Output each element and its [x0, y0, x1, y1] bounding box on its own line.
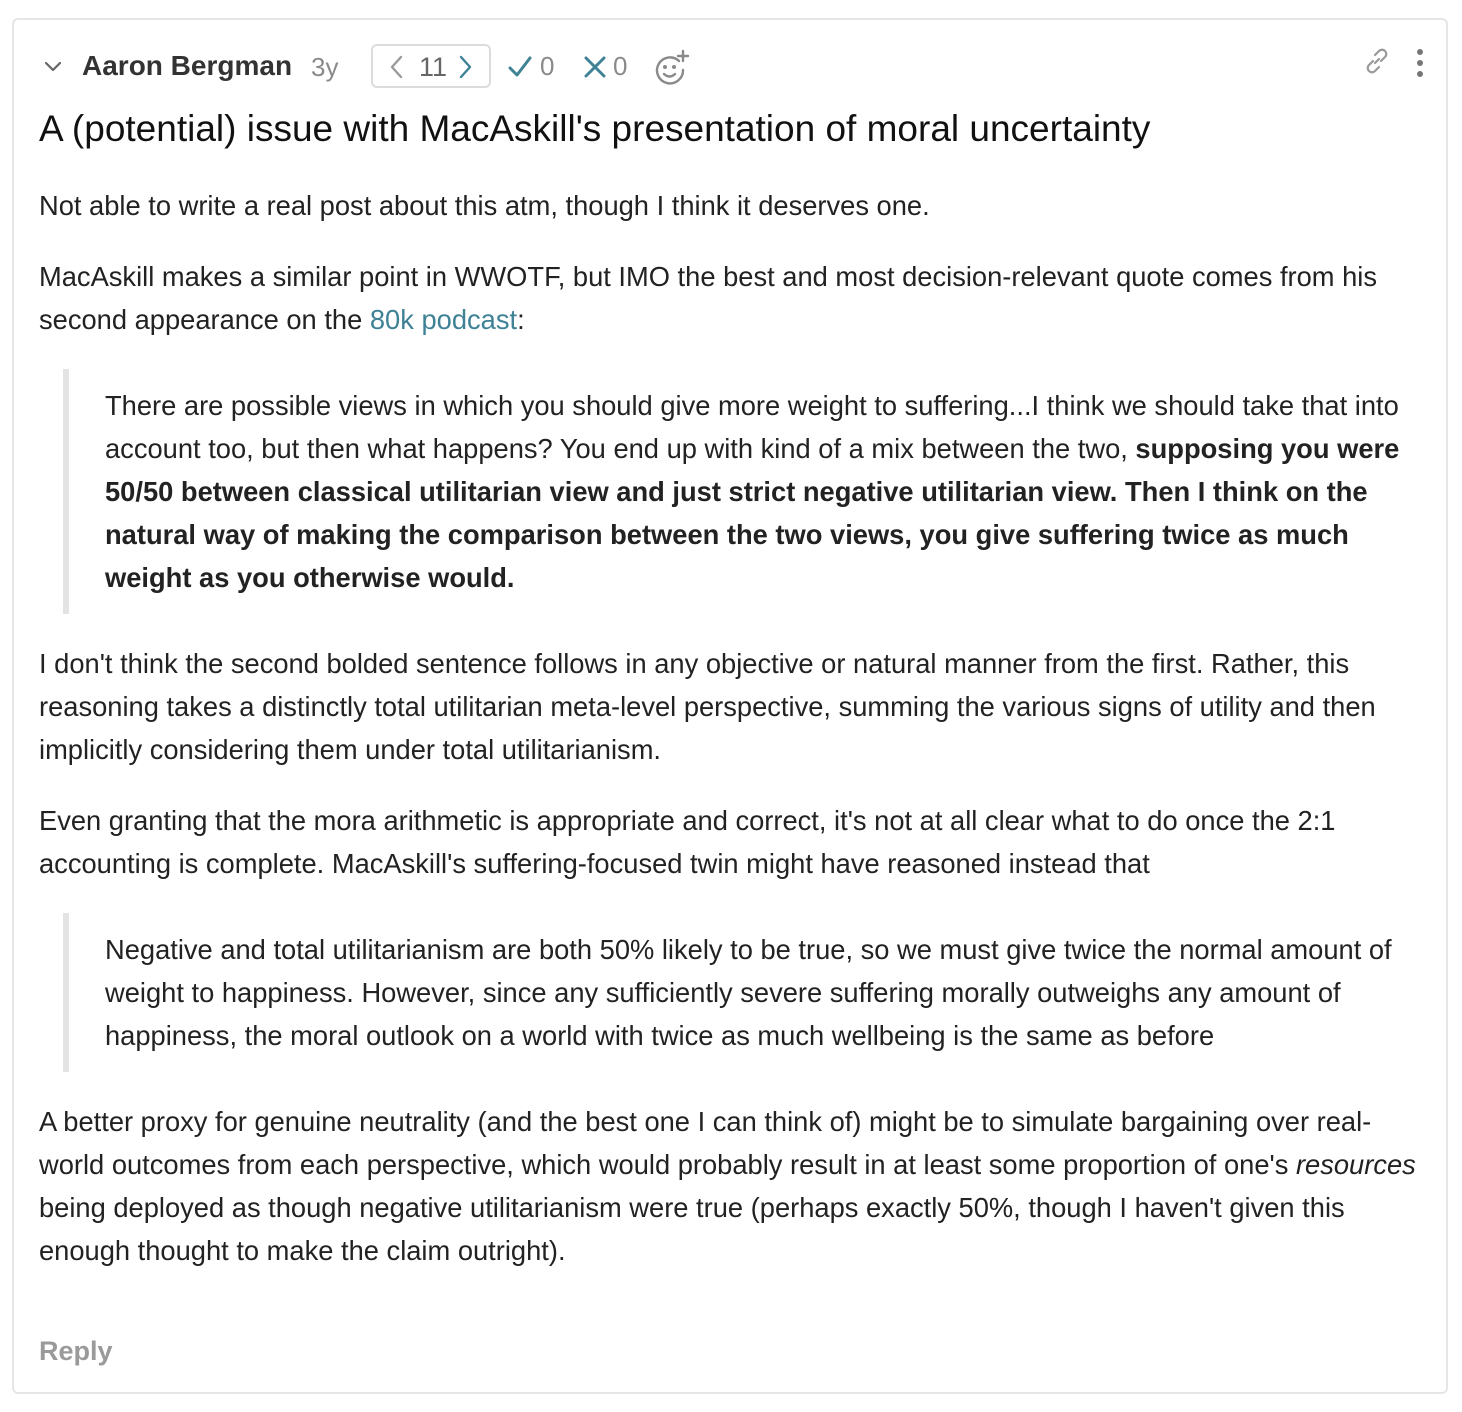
chevron-right-icon[interactable] — [455, 54, 475, 80]
link-icon[interactable] — [1362, 46, 1392, 76]
author-name[interactable]: Aaron Bergman — [82, 50, 293, 81]
paragraph: Even granting that the mora arithmetic is appropriate and correct, it's not at all clear what to do once the 2:1 accounting is complete. MacAskill's suffering-focused twin might have reasoned instead that — [39, 805, 1336, 879]
quote-text — [105, 384, 1431, 599]
comment-age[interactable]: 3y — [311, 52, 339, 82]
karma-vote-box — [371, 44, 491, 88]
disagree-count: 0 — [613, 51, 628, 81]
paragraph: I don't think the second bolded sentence follows in any objective or natural manner from the first. Rather, this reasoning takes a distinctly total utilitarian meta-level perspective, summing the various signs of utility and then implicitly considering them under total utilitarianism. — [39, 648, 1376, 765]
more-vertical-icon[interactable] — [1410, 46, 1430, 80]
quote-text-bold: supposing you were 50/50 between classical utilitarian view and just strict negative utilitarian view. Then I think on the natural way of making the comparison between the two views, you give suffering twice as much weight as you otherwise would. — [105, 433, 1400, 593]
add-reaction-icon[interactable] — [652, 48, 692, 88]
paragraph-text: A better proxy for genuine neutrality (and the best one I can think of) might be to simulate bargaining over real-world outcomes from each perspective, which would probably result in at least some proportion of one's — [39, 1106, 1372, 1180]
karma-score: 11 — [418, 52, 448, 82]
blockquote — [63, 913, 1431, 1072]
comment-header — [14, 42, 1446, 92]
paragraph-text: : — [517, 304, 525, 335]
paragraph-text: MacAskill makes a similar point in WWOTF, but IMO the best and most decision-relevant quote comes from his second appearance on the — [39, 261, 1378, 335]
x-icon[interactable] — [582, 54, 608, 80]
quote-text: Negative and total utilitarianism are both 50% likely to be true, so we must give twice the normal amount of weight to happiness. However, since any sufficiently severe suffering morally outweighs any amount of happiness, the moral outlook on a world with twice as much wellbeing is the same as before — [105, 934, 1392, 1051]
agree-count: 0 — [540, 51, 555, 81]
chevron-left-icon[interactable] — [387, 54, 407, 80]
paragraph-text: being deployed as though negative utilitarianism were true (perhaps exactly 50%, though I haven't given this enough thought to make the claim outright). — [39, 1192, 1345, 1266]
reply-button[interactable]: Reply — [39, 1336, 113, 1366]
chevron-down-icon[interactable] — [42, 55, 64, 77]
comment-card — [12, 18, 1448, 1394]
paragraph-text-italic: resources — [1295, 1149, 1416, 1180]
check-icon[interactable] — [507, 54, 533, 80]
paragraph — [39, 1100, 1431, 1272]
comment-title: A (potential) issue with MacAskill's presentation of moral uncertainty — [39, 108, 1151, 149]
blockquote — [63, 369, 1431, 614]
paragraph — [39, 255, 1431, 341]
podcast-link[interactable]: 80k podcast — [369, 304, 518, 335]
quote-text-normal: There are possible views in which you should give more weight to suffering...I think we should take that into account too, but then what happens? You end up with kind of a mix between the two, — [105, 390, 1399, 464]
comment-body — [39, 184, 1431, 1300]
paragraph: Not able to write a real post about this atm, though I think it deserves one. — [39, 190, 930, 221]
